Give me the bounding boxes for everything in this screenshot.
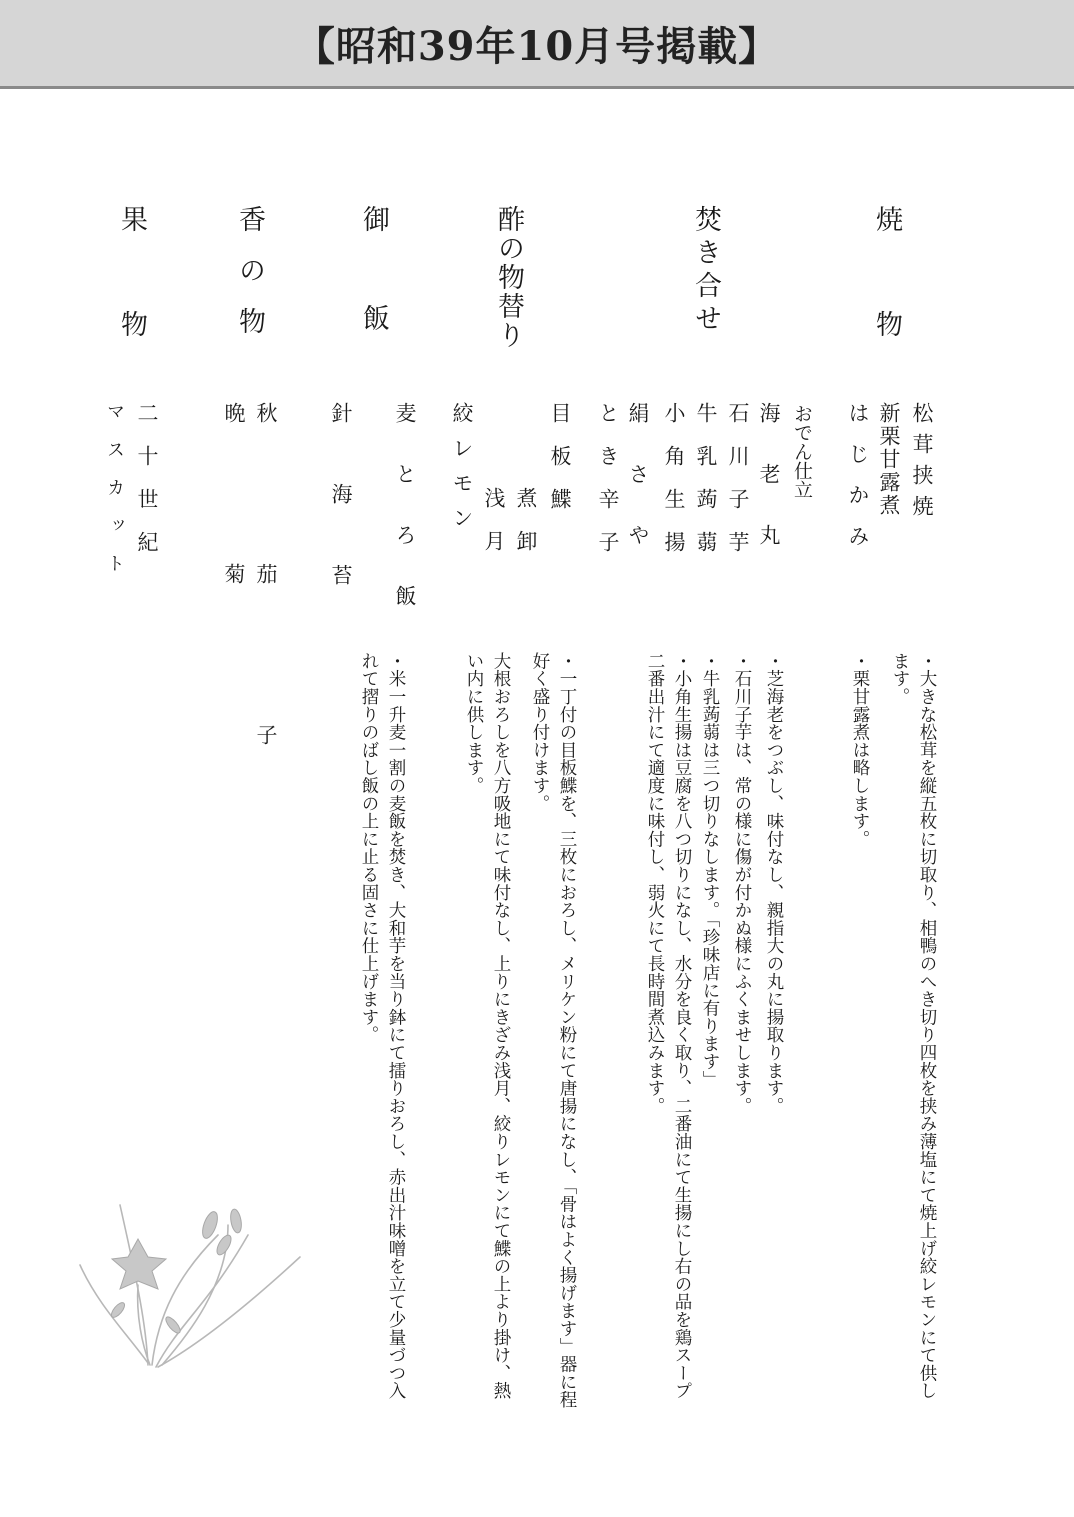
menu-item: 秋茄子 <box>254 402 278 885</box>
cooking-note: ・石川子芋は、常の様に傷が付かぬ様にふくませします。 <box>732 652 752 1115</box>
menu-item: 目板鰈 <box>548 402 572 531</box>
cooking-note: ・米一升麦一割の麦飯を焚き、大和芋を当り鉢にて擂りおろし、赤出汁味噌を立て少量づつ入れて摺りのばし飯の上に止る固さに仕上げます。 <box>359 652 406 1400</box>
course-category-pickles: 香の物 <box>234 205 265 358</box>
menu-item: おでん仕立 <box>791 404 813 499</box>
cooking-note: ・一丁付の目板鰈を、三枚におろし、メリケン粉にて唐揚になし、「骨はよく揚げます」器に程好く盛り付けます。 <box>530 652 577 1409</box>
course-category-grill: 焼 物 <box>871 205 902 345</box>
menu-item: 二十世紀 <box>135 402 159 574</box>
page-header <box>0 0 1074 89</box>
menu-item: マスカット <box>104 402 125 592</box>
menu-item: 絹さや <box>626 402 650 585</box>
cooking-note: ・小角生揚は豆腐を八つ切りになし、水分を良く取り、二番油にて生揚にし右の品を鶏スープ二番出汁にて適度に味付し、弱火にて長時間煮込みます。 <box>645 652 692 1400</box>
menu-item: 晩菊 <box>222 402 246 724</box>
menu-item: 新栗甘露煮 <box>877 402 901 517</box>
menu-item: 針海苔 <box>329 402 353 645</box>
bellflower-illustration <box>78 1195 308 1375</box>
cooking-note: ・芝海老をつぶし、味付なし、親指大の丸に揚取ります。 <box>764 652 784 1115</box>
menu-item: とき辛子 <box>596 402 620 574</box>
menu-item: 絞レモン <box>450 402 474 542</box>
cooking-note: ・栗甘露煮は略します。 <box>850 652 870 848</box>
menu-item: 石川子芋 <box>726 402 750 574</box>
menu-item: 煮卸 <box>514 487 538 573</box>
menu-item: 小角生揚 <box>662 402 686 574</box>
cooking-note: ・牛乳蒟蒻は三つ切りなします。「珍味店に有ります」 <box>700 652 720 1089</box>
page-title: 【昭和39年10月号掲載】 <box>294 22 780 70</box>
cooking-note: 大根おろしを八方吸地にて味付なし、上りにきざみ浅月、絞りレモンにて鰈の上より掛け、熱い内に供します。 <box>464 652 511 1400</box>
menu-item: 牛乳蒟蒻 <box>694 402 718 574</box>
menu-item: はじかみ <box>846 402 870 566</box>
course-category-simmered: 焚き合せ <box>690 205 721 337</box>
course-category-vinegared: 酢の物替り <box>493 205 524 350</box>
menu-item: 松茸挟焼 <box>910 402 934 526</box>
course-category-rice: 御 飯 <box>358 205 389 337</box>
cooking-note: ・大きな松茸を縦五枚に切取り、相鴨のへき切り四枚を挟み薄塩にて焼上げ絞レモンにて供します。 <box>890 652 937 1400</box>
menu-item: 麦とろ飯 <box>393 402 417 646</box>
menu-item: 浅月 <box>482 487 506 573</box>
menu-item: 海老丸 <box>757 402 781 585</box>
course-category-fruit: 果 物 <box>116 205 147 345</box>
